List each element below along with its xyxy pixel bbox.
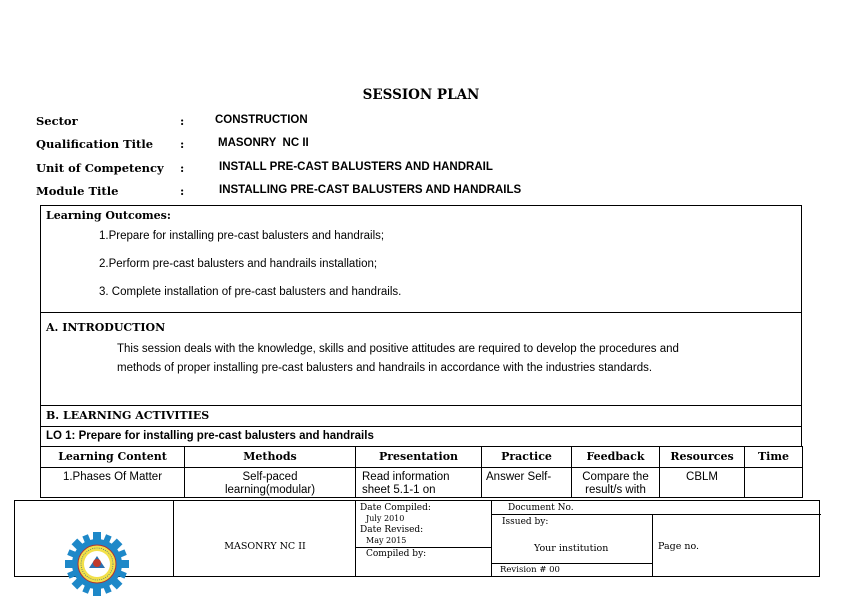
cell-content — [41, 468, 185, 498]
column-header: Practice — [482, 447, 572, 468]
footer-divider — [492, 514, 821, 515]
introduction-heading: A. INTRODUCTION — [46, 321, 166, 334]
learning-outcome-item: 1.Prepare for installing pre-cast balusters and handrails; — [99, 230, 385, 242]
cell-practice — [482, 468, 572, 498]
date-compiled: July 2010 — [366, 514, 405, 523]
issued-by-label: Issued by: — [502, 517, 549, 527]
learning-activities-table — [40, 446, 803, 498]
sector-colon: : — [180, 114, 185, 128]
cell-text: sheet 5.1-1 on — [362, 484, 436, 496]
lo1-box — [40, 426, 802, 447]
qualification-label: Qualification Title — [36, 137, 154, 151]
cell-text: learning(modular) — [224, 484, 316, 496]
footer-divider — [356, 547, 491, 548]
module-colon: : — [180, 184, 185, 198]
competency-value: INSTALL PRE-CAST BALUSTERS AND HANDRAIL — [219, 161, 493, 173]
compiled-by-label: Compiled by: — [366, 549, 427, 559]
learning-outcome-item: 3. Complete installation of pre-cast balusters and handrails. — [99, 286, 402, 298]
date-compiled-label: Date Compiled: — [360, 503, 431, 513]
revision-number: Revision # 00 — [500, 565, 560, 575]
cell-text: Self-paced — [242, 471, 298, 483]
cell-text: Compare the — [582, 471, 649, 483]
learning-outcomes-box — [40, 205, 802, 313]
learning-activities-box — [40, 405, 802, 427]
cell-text: Read information — [362, 471, 450, 483]
page-no-label: Page no. — [658, 541, 700, 552]
introduction-box — [40, 312, 802, 406]
competency-label: Unit of Competency — [36, 161, 164, 175]
module-value: INSTALLING PRE-CAST BALUSTERS AND HANDRAILS — [219, 184, 522, 196]
date-revised: May 2015 — [366, 536, 407, 545]
learning-outcomes-heading: Learning Outcomes: — [46, 209, 171, 222]
learning-activities-heading: B. LEARNING ACTIVITIES — [46, 409, 210, 422]
qualification-colon: : — [180, 137, 185, 151]
column-header: Resources — [660, 447, 745, 468]
footer-divider — [492, 563, 652, 564]
footer-logo-cell — [15, 501, 174, 576]
cell-time — [745, 468, 803, 498]
column-header: Learning Content — [41, 447, 185, 468]
document-footer — [14, 500, 820, 577]
cell-methods — [185, 468, 356, 498]
cell-feedback — [572, 468, 660, 498]
footer-divider — [652, 514, 653, 577]
table-header-row — [41, 447, 803, 468]
table-row — [41, 468, 803, 498]
module-label: Module Title — [36, 184, 119, 198]
institution-name: Your institution — [534, 543, 609, 554]
page-title: SESSION PLAN — [362, 87, 480, 103]
qualification-value: MASONRY NC II — [218, 137, 309, 149]
column-header: Time — [745, 447, 803, 468]
competency-colon: : — [180, 161, 185, 175]
column-header: Presentation — [356, 447, 482, 468]
column-header: Feedback — [572, 447, 660, 468]
sector-value: CONSTRUCTION — [215, 114, 308, 126]
cell-text: result/s with — [585, 484, 646, 496]
cell-text: 1.Phases Of Matter — [62, 471, 163, 483]
footer-qualification-cell — [174, 501, 356, 576]
introduction-line: This session deals with the knowledge, skills and positive attitudes are required to develop the procedures and — [117, 343, 679, 355]
introduction-line: methods of proper installing pre-cast balusters and handrails in accordance with the industries standards. — [117, 362, 653, 374]
learning-outcome-item: 2.Perform pre-cast balusters and handrails installation; — [99, 258, 378, 270]
footer-dates-cell — [356, 501, 492, 576]
sector-label: Sector — [36, 114, 78, 128]
date-revised-label: Date Revised: — [360, 525, 424, 535]
tesda-seal-icon — [62, 531, 132, 597]
footer-qualification: MASONRY NC II — [224, 541, 306, 552]
cell-text: CBLM — [686, 471, 718, 483]
lo1-heading: LO 1: Prepare for installing pre-cast balusters and handrails — [46, 430, 374, 442]
cell-presentation — [356, 468, 482, 498]
cell-resources — [660, 468, 745, 498]
column-header: Methods — [185, 447, 356, 468]
footer-document-cell — [492, 501, 821, 576]
document-no-label: Document No. — [508, 503, 574, 513]
cell-text: Answer Self- — [486, 471, 552, 483]
